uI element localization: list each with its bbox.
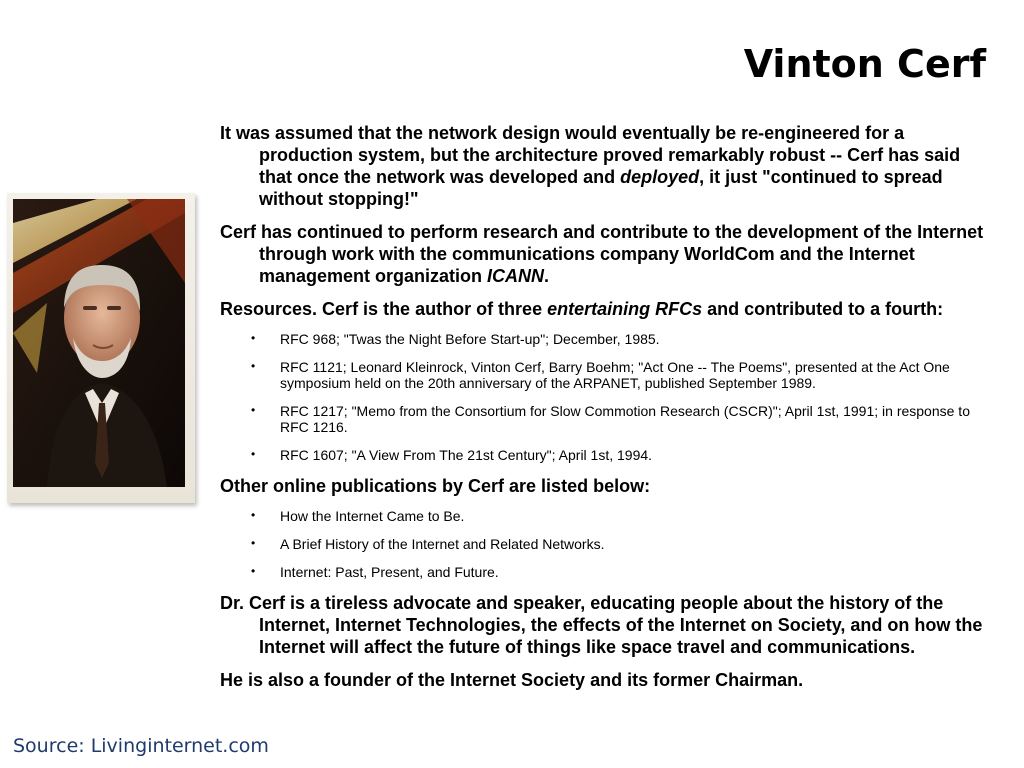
paragraph-research [220, 221, 990, 287]
slide-body [220, 122, 990, 702]
list-item-text: Internet: Past, Present, and Future. [280, 564, 499, 580]
rfc-list [220, 331, 990, 463]
list-item [220, 564, 990, 580]
list-item [220, 403, 990, 435]
portrait-photo [7, 193, 195, 503]
bullet-icon: • [251, 403, 256, 417]
list-item-text: RFC 968; "Twas the Night Before Start-up"; December, 1985. [280, 331, 660, 347]
list-item-text: RFC 1607; "A View From The 21st Century"; April 1st, 1994. [280, 447, 653, 463]
list-item [220, 447, 990, 463]
bullet-icon: • [251, 564, 256, 578]
text-fragment: . [544, 266, 550, 286]
bullet-icon: • [251, 536, 256, 550]
paragraph-advocate: Dr. Cerf is a tireless advocate and speaker, educating people about the history of the Internet, Internet Technologies, the effects of the Internet on Society, and on how the Internet will affect the future of things like space travel and communications. [220, 593, 983, 657]
list-item [220, 359, 990, 391]
list-item [220, 331, 990, 347]
paragraph-network-design [220, 122, 990, 210]
emphasis-deployed: deployed [620, 167, 700, 187]
text-fragment: It was assumed that the network design would eventually be re-engineered for a production system, but the architecture proved remarkably robust -- Cerf has said that once the network was developed and [220, 123, 961, 187]
list-item-text: RFC 1217; "Memo from the Consortium for Slow Commotion Research (CSCR)"; April 1st, 1991; in response to RFC 1216. [280, 403, 970, 435]
paragraph-publications: Other online publications by Cerf are listed below: [220, 476, 651, 496]
bullet-icon: • [251, 508, 256, 522]
bullet-icon: • [251, 331, 256, 345]
paragraph-resources [220, 298, 990, 320]
emphasis-icann: ICANN [487, 266, 545, 286]
list-item-text: A Brief History of the Internet and Related Networks. [280, 536, 605, 552]
text-fragment: Cerf has continued to perform research and contribute to the development of the Internet through work with the communications company WorldCom and the Internet management organization [220, 222, 984, 286]
source-citation: Source: Livinginternet.com [13, 735, 269, 757]
list-item [220, 536, 990, 552]
text-fragment: , it just "continued to spread without stopping!" [259, 167, 943, 209]
text-fragment: and contributed to a fourth: [702, 299, 944, 319]
emphasis-rfcs: entertaining RFCs [547, 299, 703, 319]
portrait-illustration [7, 193, 195, 503]
publications-list [220, 508, 990, 580]
bullet-icon: • [251, 447, 256, 461]
slide-title: Vinton Cerf [743, 42, 986, 86]
list-item-text: RFC 1121; Leonard Kleinrock, Vinton Cerf, Barry Boehm; "Act One -- The Poems", presented at the Act One symposium held on the 20th anniversary of the ARPANET, published September 1989. [280, 359, 950, 391]
list-item [220, 508, 990, 524]
list-item-text: How the Internet Came to Be. [280, 508, 465, 524]
text-fragment: Resources. Cerf is the author of three [220, 299, 548, 319]
bullet-icon: • [251, 359, 256, 373]
paragraph-founder: He is also a founder of the Internet Society and its former Chairman. [220, 670, 804, 690]
